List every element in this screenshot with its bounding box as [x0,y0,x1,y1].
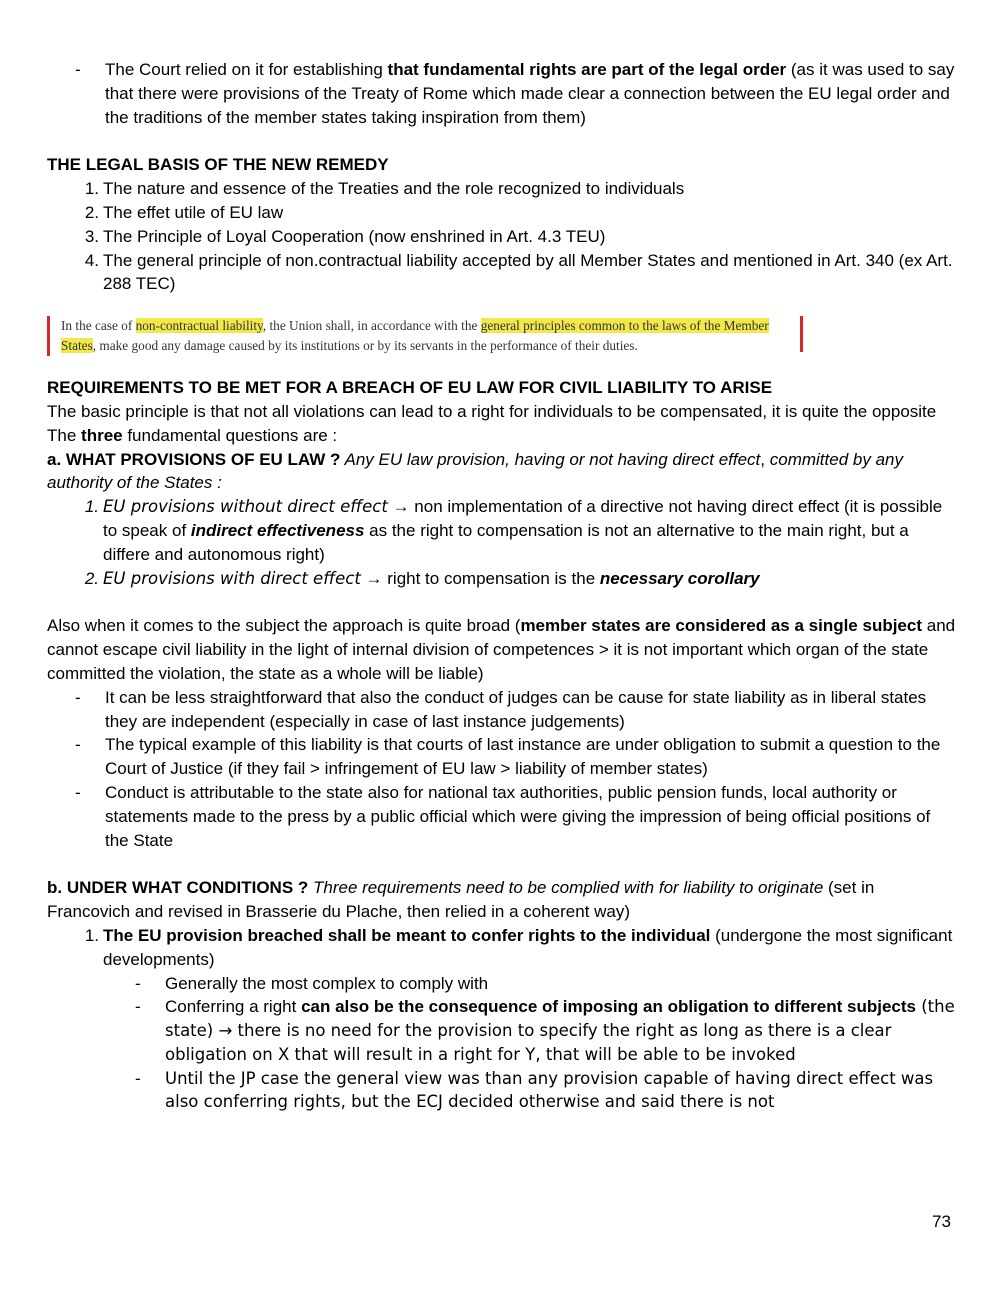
list-item: - The typical example of this liability is that courts of last instance are under obligation to submit a question to the Court of Justice (if they fail > infringement of EU law > liability of member states) [47,733,957,781]
list-item: 4. The general principle of non.contractual liability accepted by all Member States and mentioned in Art. 340 (ex Art. 288 TEC) [84,250,953,294]
page-number: 73 [932,1212,951,1231]
list-item: - Conduct is attributable to the state also for national tax authorities, public pension funds, local authority or statements made to the press by a public official which were giving the impression of being official positions of the State [47,781,957,852]
intro-bullet: - The Court relied on it for establishing that fundamental rights are part of the legal order (as it was used to say that there were provisions of the Treaty of Rome which made clear a connection between the EU legal order and the traditions of the member states taking inspiration from them) [47,58,957,129]
bullet-dash: - [75,782,81,802]
list-item: - Generally the most complex to comply with [47,972,957,996]
bullet-dash: - [135,973,141,993]
document-page [47,58,957,1114]
bullet-dash: - [75,735,81,755]
list-item: - It can be less straightforward that also the conduct of judges can be cause for state liability as in liberal states they are independent (especially in case of last instance judgements) [47,686,957,734]
list-item: 1. The EU provision breached shall be meant to confer rights to the individual (undergone the most significant developments) [84,925,953,969]
bullet-dash: - [75,687,81,707]
bullet-dash: - [135,1068,141,1088]
quote-text: In the case of non-contractual liability, the Union shall, in accordance with the general principles common to the laws of the Member States, make good any damage caused by its institutions or by its servants in the performance of their duties. [61,318,769,354]
quoted-article-excerpt [47,314,957,354]
list-item: - Conferring a right can also be the consequence of imposing an obligation to different subjects (the state) → there is no need for the provision to specify the right as long as there is a clear obligation on X that will result in a right for Y, that will be able to be invoked [47,995,957,1066]
paragraph: The three fundamental questions are : [47,425,338,445]
quote-left-bar [47,316,50,356]
list-item: 3. The Principle of Loyal Cooperation (now enshrined in Art. 4.3 TEU) [84,226,606,246]
list-item: 1. The nature and essence of the Treaties and the role recognized to individuals [84,179,685,199]
question-a: a. WHAT PROVISIONS OF EU LAW ? Any EU law provision, having or not having direct effect, committed by any authority of the States : [47,449,903,493]
quote-right-bar [800,316,803,352]
legal-basis-heading: THE LEGAL BASIS OF THE NEW REMEDY [47,155,389,175]
highlight: general principles common to the laws of the Member States [61,318,769,354]
bullet-dash: - [135,997,141,1017]
list-item: 2. The effet utile of EU law [84,202,284,222]
paragraph: The basic principle is that not all violations can lead to a right for individuals to be compensated, it is quite the opposite [47,401,937,421]
paragraph: Also when it comes to the subject the approach is quite broad (member states are considered as a single subject and cannot escape civil liability in the light of internal division of competences > it is not important which organ of the state committed the violation, the state as a whole will be liable) [47,616,956,683]
requirements-heading: REQUIREMENTS TO BE MET FOR A BREACH OF EU LAW FOR CIVIL LIABILITY TO ARISE [47,378,773,398]
list-item: 2. EU provisions with direct effect → right to compensation is the necessary corollary [84,568,760,588]
question-b: b. UNDER WHAT CONDITIONS ? Three requirements need to be complied with for liability to originate (set in Francovich and revised in Brasserie du Plache, then relied in a coherent way) [47,878,875,922]
list-item: 1. EU provisions without direct effect → non implementation of a directive not having direct effect (it is possible to speak of indirect effectiveness as the right to compensation is not an alternative to the main right, but a differe and autonomous right) [84,497,943,564]
highlight: non-contractual liability [135,318,263,334]
bullet-dash: - [75,60,81,79]
list-item: - Until the JP case the general view was than any provision capable of having direct effect was also conferring rights, but the ECJ decided otherwise and said there is not [47,1067,957,1115]
